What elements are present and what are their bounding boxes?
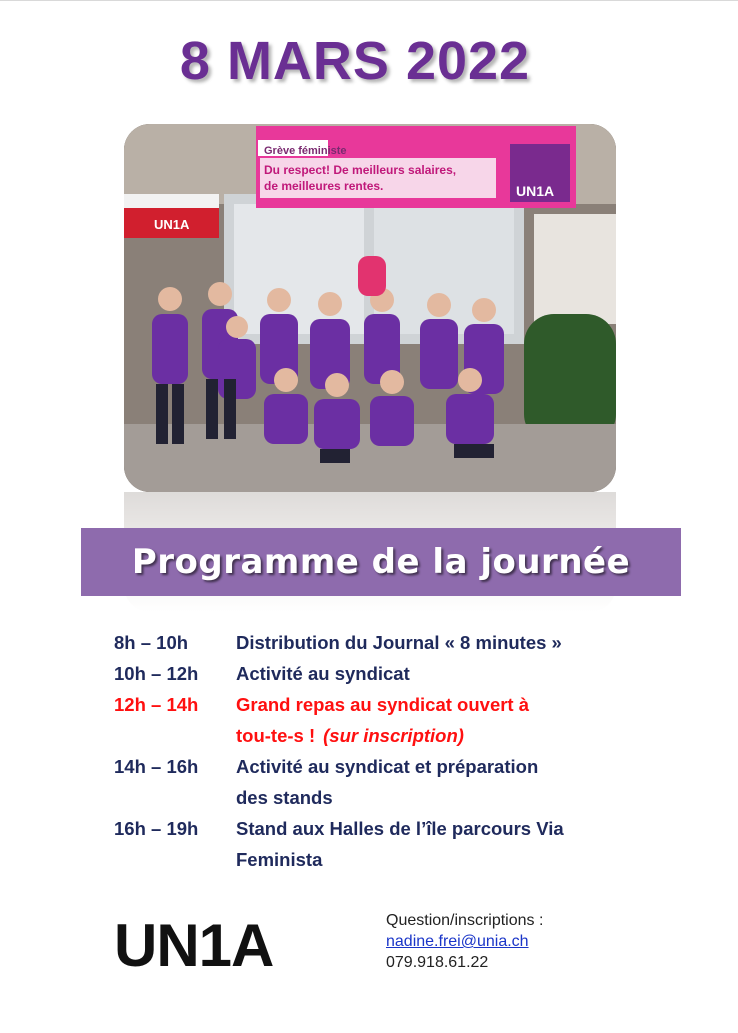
contact-block <box>386 910 543 973</box>
schedule-row <box>114 751 674 813</box>
schedule-row <box>114 658 674 689</box>
logo-text: UN1A <box>114 912 274 978</box>
group-photo <box>124 124 616 492</box>
schedule-row <box>114 813 674 875</box>
schedule-desc: tou-te-s ! <box>236 725 316 746</box>
schedule-list <box>114 627 674 875</box>
banner-logo: UN1A <box>516 183 555 199</box>
schedule-desc: Activité au syndicat et préparation <box>236 756 539 777</box>
schedule-desc: Activité au syndicat <box>236 663 410 684</box>
schedule-row-highlight <box>114 689 674 751</box>
unia-logo <box>114 898 294 983</box>
schedule-desc: Grand repas au syndicat ouvert à <box>236 694 530 715</box>
schedule-desc: Feminista <box>236 849 323 870</box>
schedule-desc: des stands <box>236 787 333 808</box>
contact-email-link[interactable]: nadine.frei@unia.ch <box>386 933 529 950</box>
banner-line3: de meilleures rentes. <box>264 179 384 193</box>
banner-line1: Grève féministe <box>264 145 347 157</box>
schedule-time: 10h – 12h <box>114 663 199 684</box>
contact-phone: 079.918.61.22 <box>386 954 489 971</box>
top-border-line <box>0 0 738 1</box>
schedule-time: 8h – 10h <box>114 632 189 653</box>
schedule-desc: Distribution du Journal « 8 minutes » <box>236 632 562 653</box>
schedule-note: (sur inscription) <box>323 725 464 746</box>
shop-sign-text: UN1A <box>154 217 190 232</box>
page-title: 8 MARS 2022 <box>179 31 531 91</box>
schedule-time: 16h – 19h <box>114 818 199 839</box>
schedule-time: 14h – 16h <box>114 756 199 777</box>
schedule-time: 12h – 14h <box>114 694 199 715</box>
contact-label: Question/inscriptions : <box>386 912 544 929</box>
programme-title: Programme de la journée <box>81 528 681 596</box>
schedule-desc: Stand aux Halles de l’île parcours Via <box>236 818 564 839</box>
banner-line2: Du respect! De meilleurs salaires, <box>264 163 457 177</box>
schedule-row <box>114 627 674 658</box>
